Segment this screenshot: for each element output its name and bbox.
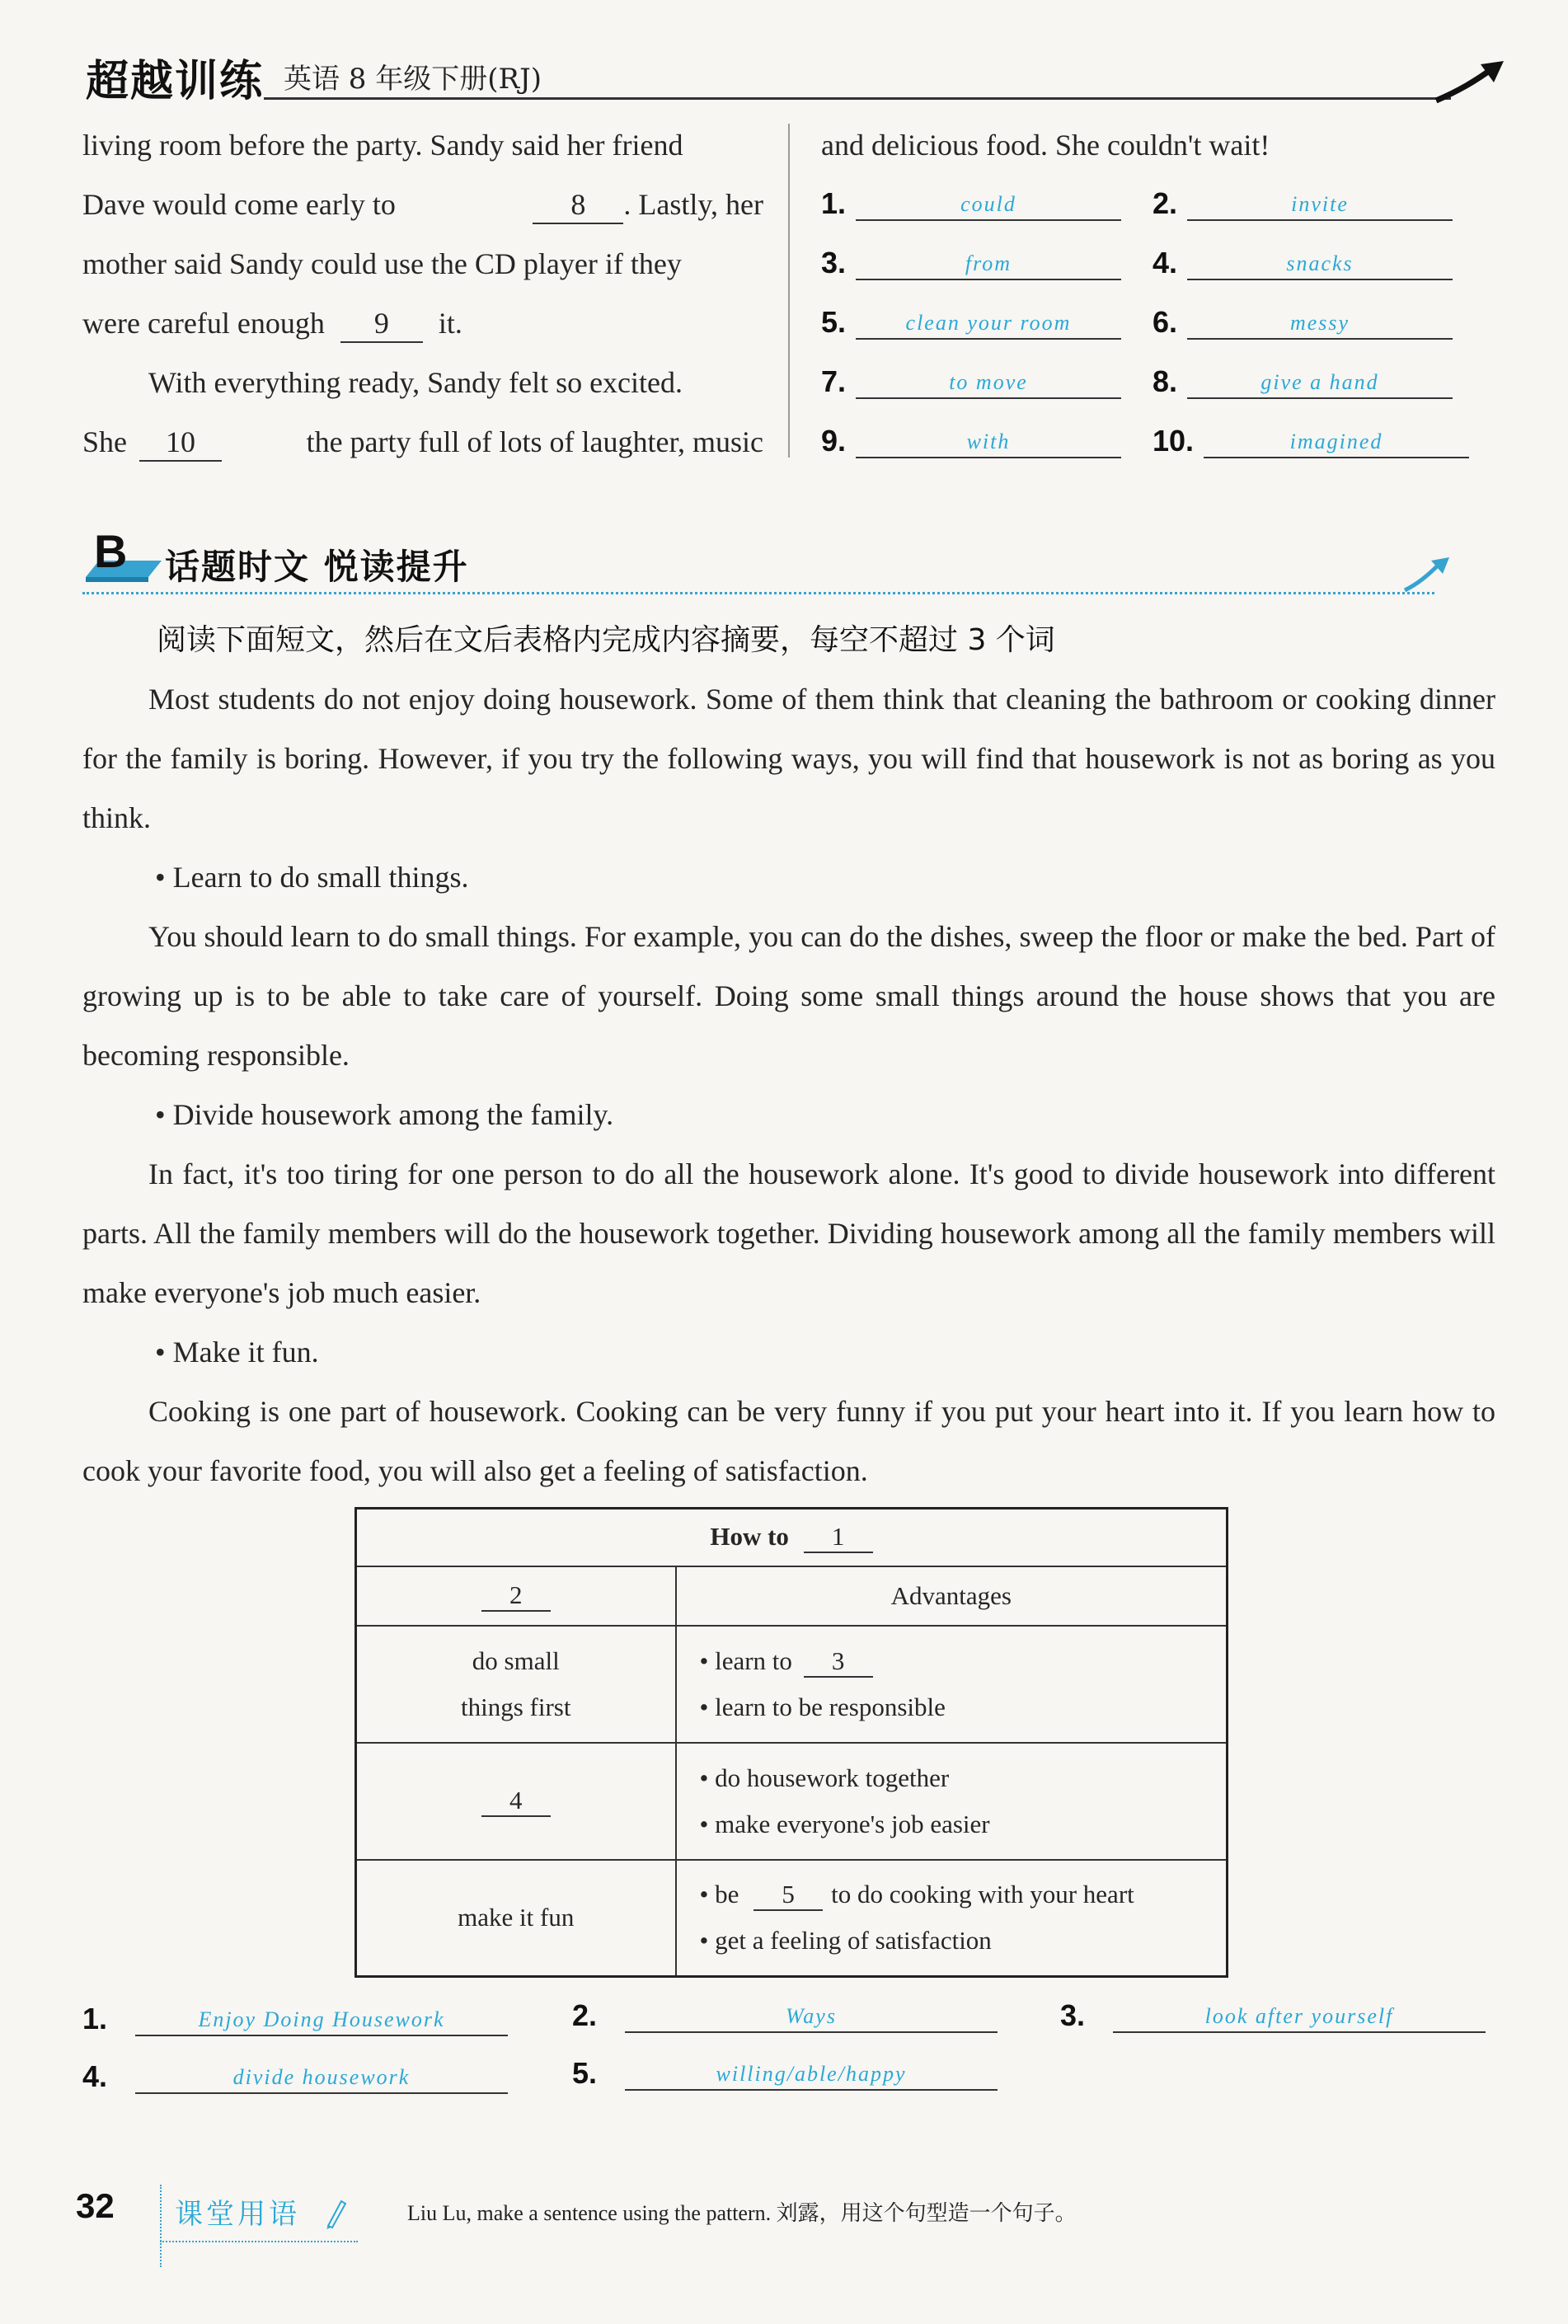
answer-row: 3. from — [821, 246, 1121, 280]
left-line-1: living room before the party. Sandy said her friend — [82, 129, 683, 162]
answer-field: invite — [1187, 188, 1453, 221]
table-row — [356, 1566, 1228, 1626]
left-line-2: Dave would come early to 8 . Lastly, her — [82, 175, 763, 234]
column-divider — [788, 124, 790, 458]
summary-table — [354, 1507, 1228, 1978]
paragraph: In fact, it's too tiring for one person to do all the housework alone. It's good to divide housework into different parts. All the family members will do the housework together. Dividing housework among all the family members will make everyone's job much easier. — [82, 1157, 1495, 1309]
left-line-3: mother said Sandy could use the CD player if they — [82, 247, 682, 280]
table-row: make it fun • be 5 to do cooking with your heart • get a feeling of satisfaction — [356, 1860, 1228, 1977]
answer-field: could — [856, 188, 1121, 221]
answer-row: 8. give a hand — [1153, 364, 1453, 399]
answer-row: 5. willing/able/happy — [572, 2056, 998, 2091]
paragraph: Cooking is one part of housework. Cooking can be very funny if you put your heart into it. If you learn how to cook your favorite food, you will also get a feeling of satisfaction. — [82, 1395, 1495, 1487]
bullet-point: • Learn to do small things. — [155, 861, 469, 894]
answer-field: clean your room — [856, 307, 1121, 340]
answer-field: look after yourself — [1113, 2000, 1486, 2033]
table-blank-3: 3 — [804, 1646, 873, 1678]
blank-8: 8 — [533, 186, 623, 224]
passage-left-column — [82, 115, 763, 472]
table-blank-1: 1 — [804, 1522, 873, 1553]
answer-row: 6. messy — [1153, 305, 1453, 340]
answer-row: 2. invite — [1153, 186, 1453, 221]
answer-field: messy — [1187, 307, 1453, 340]
answer-field: snacks — [1187, 247, 1453, 280]
advantages-header: Advantages — [676, 1566, 1228, 1626]
table-blank-4: 4 — [481, 1786, 551, 1817]
footer-sentence: Liu Lu, make a sentence using the pattern. 刘露，用这个句型造一个句子。 — [407, 2201, 1077, 2225]
table-row: 4 • do housework together • make everyone's job easier — [356, 1743, 1228, 1860]
table-row: do small things first • learn to 3 • learn to be responsible — [356, 1626, 1228, 1743]
section-rule — [82, 592, 1434, 594]
swoosh-arrow-icon — [1403, 554, 1453, 595]
answer-field: with — [856, 425, 1121, 458]
answer-field: to move — [856, 366, 1121, 399]
header-rule — [264, 97, 1451, 100]
table-header-row — [356, 1509, 1228, 1566]
left-line-6: She 10 the party full of lots of laughter, music — [82, 412, 763, 472]
answer-row: 5. clean your room — [821, 305, 1121, 340]
answer-field: divide housework — [135, 2061, 508, 2094]
footer-rule — [160, 2241, 358, 2242]
pencil-icon — [323, 2196, 348, 2229]
reading-passage — [82, 669, 1495, 1500]
answer-row: 10. imagined — [1153, 424, 1469, 458]
book-info: 英语 8 年级下册(RJ) — [284, 63, 542, 96]
blank-10: 10 — [139, 424, 222, 462]
answer-row: 4. divide housework — [82, 2059, 508, 2094]
table-blank-2: 2 — [481, 1580, 551, 1612]
answer-row: 9. with — [821, 424, 1121, 458]
paragraph: Most students do not enjoy doing housework. Some of them think that cleaning the bathroom or cooking dinner for the family is boring. However, if you try the following ways, you will find that housework is not as boring as you think. — [82, 683, 1495, 834]
section-letter: B — [94, 525, 128, 577]
section-title: 话题时文 悦读提升 — [165, 547, 469, 587]
answer-row: 3. look after yourself — [1060, 1998, 1486, 2033]
instruction: 阅读下面短文，然后在文后表格内完成内容摘要，每空不超过 3 个词 — [157, 623, 1055, 657]
answer-field: Enjoy Doing Housework — [135, 2003, 508, 2036]
table-title: How to 1 — [356, 1509, 1228, 1566]
page-number: 32 — [76, 2186, 115, 2225]
answer-row: 7. to move — [821, 364, 1121, 399]
series-title: 超越训练 — [86, 57, 265, 106]
bullet-point: • Divide housework among the family. — [155, 1098, 614, 1131]
answer-row: 1. could — [821, 186, 1121, 221]
answer-field: imagined — [1204, 425, 1469, 458]
answer-field: Ways — [625, 2000, 998, 2033]
right-line-1: and delicious food. She couldn't wait! — [821, 129, 1270, 162]
footer-divider — [160, 2185, 162, 2267]
table-blank-5: 5 — [753, 1880, 823, 1911]
paragraph: You should learn to do small things. For example, you can do the dishes, sweep the floor or make the bed. Part of growing up is to be able to take care of yourself. Doing some small things around the house shows that you are becoming responsible. — [82, 920, 1495, 1072]
left-line-4: were careful enough 9 it. — [82, 293, 763, 353]
bullet-point: • Make it fun. — [155, 1336, 319, 1369]
left-line-5: With everything ready, Sandy felt so excited. — [148, 366, 683, 399]
swoosh-arrow-icon — [1434, 58, 1509, 107]
answer-field: give a hand — [1187, 366, 1453, 399]
answer-row: 1. Enjoy Doing Housework — [82, 2002, 508, 2036]
answer-field: willing/able/happy — [625, 2058, 998, 2091]
answer-field: from — [856, 247, 1121, 280]
answer-row: 4. snacks — [1153, 246, 1453, 280]
footer-label: 课堂用语 — [175, 2198, 300, 2231]
answer-row: 2. Ways — [572, 1998, 998, 2033]
blank-9: 9 — [340, 305, 423, 343]
